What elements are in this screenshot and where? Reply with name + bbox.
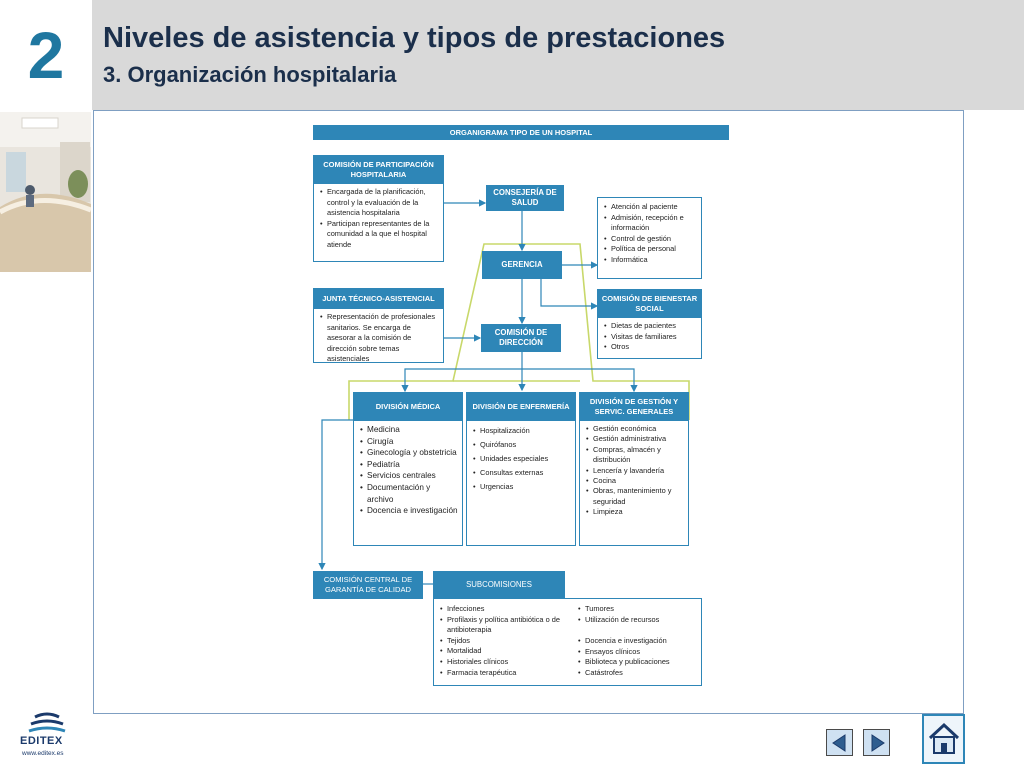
- comision-participacion-title: COMISIÓN DE PARTICIPACIÓN HOSPITALARIA: [314, 156, 443, 184]
- division-medica-box: [353, 392, 463, 546]
- list-item: • Docencia e investigación: [578, 636, 698, 647]
- previous-slide-button[interactable]: [826, 729, 853, 756]
- arrow-left-icon: [830, 733, 850, 753]
- slide-number: 2: [27, 18, 65, 92]
- division-enfermeria-title: DIVISIÓN DE ENFERMERÍA: [467, 393, 575, 421]
- subcomisiones-box: [433, 598, 702, 686]
- list-item: • Representación de profesionales sanitarios. Se encarga de asesorar a la comisión de dirección sobre temas asistenciales: [320, 312, 439, 365]
- list-item: • Gestión administrativa: [586, 434, 684, 444]
- list-item: • Servicios centrales: [360, 470, 458, 482]
- list-item: • Utilización de recursos: [578, 615, 698, 626]
- list-item: • Ginecología y obstetricia: [360, 447, 458, 459]
- list-item: • Hospitalización: [473, 424, 571, 438]
- division-medica-list: [354, 421, 462, 519]
- slide-title: Niveles de asistencia y tipos de prestaciones: [103, 22, 726, 54]
- list-item: • Documentación y archivo: [360, 482, 458, 505]
- comision-bienestar-box: [597, 289, 702, 359]
- list-item: • Consultas externas: [473, 466, 571, 480]
- home-icon: [927, 721, 961, 757]
- consejeria-box: CONSEJERÍA DE SALUD: [486, 185, 564, 211]
- comision-bienestar-list: [598, 318, 701, 355]
- logo-text: EDITEX: [20, 735, 63, 747]
- comision-direccion-box: COMISIÓN DE DIRECCIÓN: [481, 324, 561, 352]
- division-gestion-list: [580, 421, 688, 520]
- subcomisiones-title: SUBCOMISIONES: [433, 571, 565, 598]
- junta-tecnico-list: [314, 309, 443, 367]
- list-item: • Biblioteca y publicaciones: [578, 657, 698, 668]
- junta-tecnico-title: JUNTA TÉCNICO-ASISTENCIAL: [314, 289, 443, 309]
- list-item: • Lencería y lavandería: [586, 466, 684, 476]
- list-item: • Cirugía: [360, 436, 458, 448]
- list-item: • Medicina: [360, 424, 458, 436]
- list-item: • Política de personal: [604, 244, 697, 255]
- list-item: • Tumores: [578, 604, 698, 615]
- list-item: • Compras, almacén y distribución: [586, 445, 684, 466]
- gerencia-functions-list: [598, 198, 701, 268]
- list-item: • Historiales clínicos: [440, 657, 568, 668]
- list-item: • Pediatría: [360, 459, 458, 471]
- division-gestion-box: [579, 392, 689, 546]
- list-item: • Tejidos: [440, 636, 568, 647]
- gerencia-box: GERENCIA: [482, 251, 562, 279]
- list-item: • Atención al paciente: [604, 202, 697, 213]
- junta-tecnico-box: [313, 288, 444, 363]
- comision-central-box: COMISIÓN CENTRAL DE GARANTÍA DE CALIDAD: [313, 571, 423, 599]
- diagram-banner: ORGANIGRAMA TIPO DE UN HOSPITAL: [313, 125, 729, 140]
- division-gestion-title: DIVISIÓN DE GESTIÓN Y SERVIC. GENERALES: [580, 393, 688, 421]
- list-item: • Mortalidad: [440, 646, 568, 657]
- division-medica-title: DIVISIÓN MÉDICA: [354, 393, 462, 421]
- list-item: • Docencia e investigación: [360, 505, 458, 517]
- list-item: • Limpieza: [586, 507, 684, 517]
- list-item: • Encargada de la planificación, control y la evaluación de la asistencia hospitalaria: [320, 187, 439, 219]
- list-item: • Profilaxis y política antibiótica o de antibioterapia: [440, 615, 568, 636]
- gerencia-functions-box: [597, 197, 702, 279]
- comision-participacion-list: [314, 184, 443, 253]
- home-button[interactable]: [922, 714, 965, 764]
- logo-url: www.editex.es: [22, 750, 64, 757]
- list-item: • Visitas de familiares: [604, 332, 697, 343]
- list-item: • Participan representantes de la comunidad a la que el hospital atiende: [320, 219, 439, 251]
- next-slide-button[interactable]: [863, 729, 890, 756]
- list-item: • Catástrofes: [578, 668, 698, 679]
- list-item: • Infecciones: [440, 604, 568, 615]
- comision-participacion-box: [313, 155, 444, 262]
- subcomisiones-col2: [572, 601, 702, 681]
- list-item: • Informática: [604, 255, 697, 266]
- list-item: • Admisión, recepción e información: [604, 213, 697, 234]
- list-item: • Gestión económica: [586, 424, 684, 434]
- list-item: • Unidades especiales: [473, 452, 571, 466]
- division-enfermeria-list: [467, 421, 575, 496]
- arrow-right-icon: [867, 733, 887, 753]
- subcomisiones-col1: [434, 601, 572, 680]
- list-item: • Obras, mantenimiento y seguridad: [586, 486, 684, 507]
- division-enfermeria-box: [466, 392, 576, 546]
- list-item: • Dietas de pacientes: [604, 321, 697, 332]
- list-item: • Cocina: [586, 476, 684, 486]
- list-item: • Farmacia terapéutica: [440, 668, 568, 679]
- list-item: • Control de gestión: [604, 234, 697, 245]
- slide-subtitle: 3. Organización hospitalaria: [103, 62, 397, 87]
- list-item: • Ensayos clínicos: [578, 647, 698, 658]
- comision-bienestar-title: COMISIÓN DE BIENESTAR SOCIAL: [598, 290, 701, 318]
- list-item: • Urgencias: [473, 480, 571, 494]
- list-item: • Quirófanos: [473, 438, 571, 452]
- list-item: • Otros: [604, 342, 697, 353]
